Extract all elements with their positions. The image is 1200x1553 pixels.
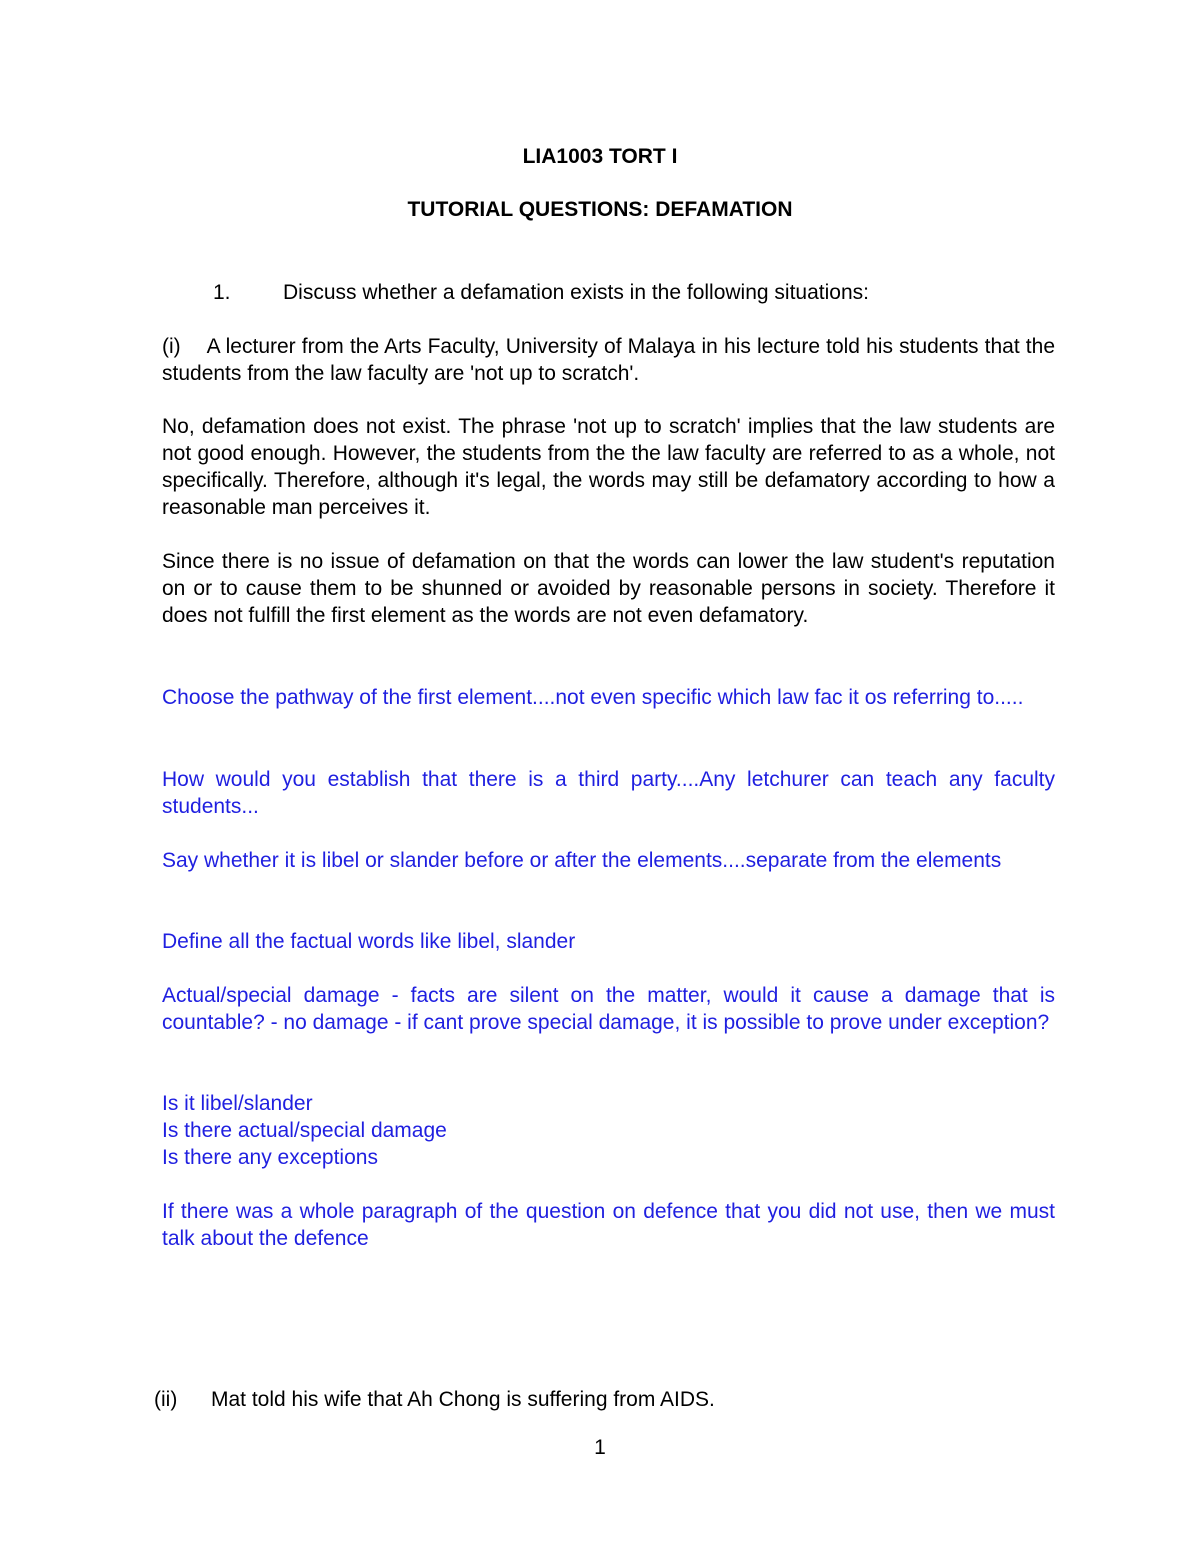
situation-ii-text: Mat told his wife that Ah Chong is suffering from AIDS. [211, 1388, 715, 1411]
situation-i-text: A lecturer from the Arts Faculty, University of Malaya in his lecture told his students that the students from the law faculty are 'not up to scratch'. [162, 335, 1055, 385]
situation-ii-label: (ii) [154, 1388, 178, 1411]
checklist-item: Is there any exceptions [162, 1146, 378, 1169]
note-define-words: Define all the factual words like libel, slander [162, 930, 576, 953]
note-defence: If there was a whole paragraph of the question on defence that you did not use, then we must talk about the defence [162, 1200, 1055, 1250]
note-libel-slander: Say whether it is libel or slander before or after the elements....separate from the elements [162, 849, 1002, 872]
course-title: LIA1003 TORT I [522, 145, 678, 168]
checklist-item: Is there actual/special damage [162, 1119, 447, 1142]
note-first-element: Choose the pathway of the first element....not even specific which law fac it os referring to..... [162, 686, 1024, 709]
question-number: 1. [213, 281, 231, 304]
page-number: 1 [594, 1436, 606, 1459]
checklist-item: Is it libel/slander [162, 1092, 313, 1115]
document-title: TUTORIAL QUESTIONS: DEFAMATION [407, 198, 793, 221]
answer-paragraph-1: No, defamation does not exist. The phrase 'not up to scratch' implies that the law students are not good enough. However, the students from the the law faculty are referred to as a whole, not specifically. Therefore, although it's legal, the words may still be defamatory according to how a reasonable man perceives it. [162, 415, 1055, 519]
situation-i [162, 333, 1055, 387]
answer-paragraph-2: Since there is no issue of defamation on that the words can lower the law student's reputation on or to cause them to be shunned or avoided by reasonable persons in society. Therefore it does not fulfill the first element as the words are not even defamatory. [162, 550, 1055, 627]
note-third-party: How would you establish that there is a third party....Any letchurer can teach any faculty students... [162, 768, 1055, 818]
situation-i-label: (i) [162, 335, 181, 358]
note-special-damage: Actual/special damage - facts are silent on the matter, would it cause a damage that is countable? - no damage - if cant prove special damage, it is possible to prove under exception? [162, 984, 1055, 1034]
note-checklist [162, 1090, 1055, 1171]
question-text: Discuss whether a defamation exists in the following situations: [283, 281, 869, 304]
